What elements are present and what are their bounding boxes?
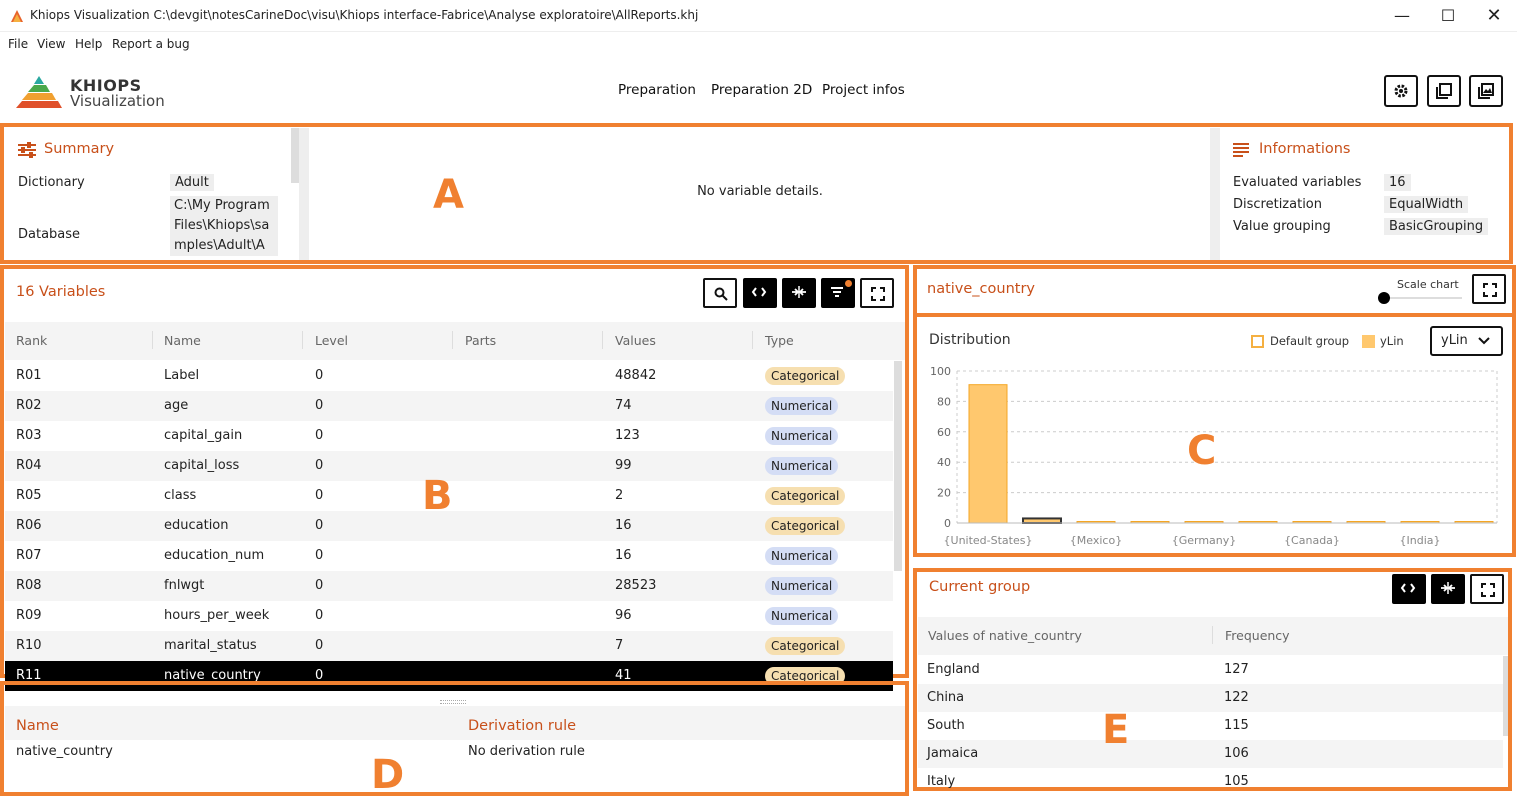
cell-name: native_country <box>164 668 261 683</box>
cell-values: 48842 <box>615 368 657 383</box>
cell-level: 0 <box>315 578 324 593</box>
window-title: Khiops Visualization C:\devgit\notesCarineDoc\visu\Khiops interface-Fabrice\Analyse exploratoire\AllReports.khj <box>30 8 699 22</box>
col-divider <box>602 331 603 349</box>
cell-level: 0 <box>315 428 324 443</box>
legend-ylin-swatch <box>1362 335 1375 348</box>
cell-values: 28523 <box>615 578 657 593</box>
splitter-right[interactable] <box>1210 128 1220 260</box>
col-group-values[interactable]: Values of native_country <box>928 628 1082 643</box>
cell-rank: R02 <box>16 398 42 413</box>
derivation-name-header: Name <box>16 718 59 734</box>
table-row[interactable] <box>918 684 1503 712</box>
derivation-rule-header: Derivation rule <box>468 718 577 734</box>
y-tick-label: 100 <box>930 365 951 378</box>
database-value: C:\My Program Files\Khiops\sa mples\Adult\A <box>170 196 278 256</box>
annotation-a: A <box>433 172 464 218</box>
bar <box>969 385 1007 523</box>
col-divider <box>752 331 753 349</box>
cell-rank: R11 <box>16 668 42 683</box>
type-badge: Categorical <box>765 637 845 655</box>
no-details-text: No variable details. <box>697 184 823 199</box>
table-row[interactable] <box>5 631 893 661</box>
bar <box>1023 518 1061 523</box>
close-icon[interactable]: ✕ <box>1486 5 1502 26</box>
type-badge: Numerical <box>765 457 838 475</box>
col-level[interactable]: Level <box>315 333 348 348</box>
cell-value: Italy <box>927 774 956 789</box>
cell-rank: R09 <box>16 608 42 623</box>
fullscreen-icon <box>1483 283 1497 297</box>
info-label-evaluated: Evaluated variables <box>1233 175 1362 190</box>
x-tick-label: {Germany} <box>1171 534 1237 547</box>
derivation-header <box>5 706 905 740</box>
collapse-columns-button[interactable] <box>782 278 816 308</box>
col-type[interactable]: Type <box>765 333 794 348</box>
dictionary-label: Dictionary <box>18 175 85 190</box>
nav-preparation-2d[interactable]: Preparation 2D <box>711 82 813 98</box>
fullscreen-icon <box>871 287 885 301</box>
info-value-evaluated: 16 <box>1384 174 1411 191</box>
menu-report-bug[interactable]: Report a bug <box>112 37 190 51</box>
annotation-e: E <box>1102 707 1130 753</box>
col-rank[interactable]: Rank <box>16 333 48 348</box>
cell-values: 2 <box>615 488 624 503</box>
fullscreen-button-chart[interactable] <box>1472 274 1506 304</box>
cell-name: capital_gain <box>164 428 243 443</box>
menu-help[interactable]: Help <box>75 37 103 51</box>
cell-name: education <box>164 518 229 533</box>
type-badge: Numerical <box>765 427 838 445</box>
cell-level: 0 <box>315 368 324 383</box>
copy-button[interactable] <box>1427 75 1461 107</box>
image-icon <box>1478 83 1494 99</box>
menu-file[interactable]: File <box>8 37 29 51</box>
scale-slider-thumb[interactable] <box>1378 292 1390 304</box>
cell-level: 0 <box>315 518 324 533</box>
table-row[interactable] <box>5 541 893 571</box>
cell-values: 99 <box>615 458 632 473</box>
table-row[interactable] <box>918 740 1503 768</box>
summary-scrollbar[interactable] <box>291 128 299 183</box>
cell-values: 16 <box>615 548 632 563</box>
cell-values: 96 <box>615 608 632 623</box>
info-value-grouping: BasicGrouping <box>1384 218 1488 235</box>
copy-icon <box>1436 83 1452 99</box>
code-arrows-icon <box>1401 581 1415 595</box>
summary-title: Summary <box>44 141 115 157</box>
type-badge: Categorical <box>765 487 845 505</box>
group-scrollbar[interactable] <box>1503 656 1508 736</box>
info-value-discretization: EqualWidth <box>1384 196 1468 213</box>
cell-frequency: 127 <box>1224 662 1249 677</box>
table-row[interactable] <box>5 601 893 631</box>
expand-columns-button[interactable] <box>743 278 777 308</box>
table-row[interactable] <box>5 421 893 451</box>
cell-values: 41 <box>615 668 632 683</box>
cell-name: education_num <box>164 548 265 563</box>
annotation-b: B <box>422 473 453 519</box>
cell-rank: R05 <box>16 488 42 503</box>
type-badge: Numerical <box>765 607 838 625</box>
info-label-grouping: Value grouping <box>1233 219 1331 234</box>
type-badge: Categorical <box>765 667 845 685</box>
menu-view[interactable]: View <box>37 37 66 51</box>
fullscreen-button-variables[interactable] <box>860 278 894 308</box>
derivation-rule-value: No derivation rule <box>468 744 585 759</box>
cell-values: 74 <box>615 398 632 413</box>
cell-frequency: 105 <box>1224 774 1249 789</box>
cell-name: hours_per_week <box>164 608 270 623</box>
col-name[interactable]: Name <box>164 333 201 348</box>
cell-rank: R07 <box>16 548 42 563</box>
compress-icon <box>791 285 807 299</box>
cell-values: 16 <box>615 518 632 533</box>
cell-name: age <box>164 398 189 413</box>
search-button[interactable] <box>703 278 737 308</box>
filter-button[interactable] <box>821 278 855 308</box>
x-tick-label: {Mexico} <box>1069 534 1123 547</box>
maximize-icon[interactable]: ☐ <box>1440 6 1456 25</box>
legend-default-swatch <box>1251 335 1264 348</box>
type-badge: Numerical <box>765 547 838 565</box>
scale-type-value: yLin <box>1441 333 1468 348</box>
app-icon <box>10 9 24 23</box>
cell-name: fnlwgt <box>164 578 205 593</box>
y-tick-label: 40 <box>937 456 951 470</box>
col-parts[interactable]: Parts <box>465 333 497 348</box>
cell-level: 0 <box>315 398 324 413</box>
informations-title: Informations <box>1259 141 1351 157</box>
fullscreen-button-group[interactable] <box>1470 574 1504 604</box>
search-icon <box>714 287 728 301</box>
col-divider <box>452 331 453 349</box>
window-titlebar <box>0 0 1517 32</box>
logo-subtitle: Visualization <box>70 92 165 110</box>
table-row[interactable] <box>5 361 893 391</box>
col-group-frequency[interactable]: Frequency <box>1225 628 1290 643</box>
cell-value: England <box>927 662 980 677</box>
x-tick-label: {Canada} <box>1284 534 1340 547</box>
variables-scrollbar[interactable] <box>894 361 902 571</box>
database-label: Database <box>18 227 81 242</box>
cell-frequency: 122 <box>1224 690 1249 705</box>
cell-values: 123 <box>615 428 640 443</box>
code-arrows-icon <box>752 285 766 299</box>
scale-slider-track[interactable] <box>1384 297 1462 299</box>
table-row[interactable] <box>5 571 893 601</box>
nav-preparation[interactable]: Preparation <box>618 82 696 98</box>
cell-value: China <box>927 690 965 705</box>
cell-name: Label <box>164 368 200 383</box>
info-label-discretization: Discretization <box>1233 197 1323 212</box>
legend-default-label[interactable]: Default group <box>1270 334 1350 348</box>
table-row[interactable] <box>5 391 893 421</box>
type-badge: Numerical <box>765 577 838 595</box>
nav-project-infos[interactable]: Project infos <box>822 82 905 98</box>
gear-icon <box>1393 83 1409 99</box>
splitter-handle[interactable] <box>440 700 466 704</box>
cell-rank: R03 <box>16 428 42 443</box>
filter-icon <box>830 285 844 299</box>
cell-rank: R01 <box>16 368 42 383</box>
type-badge: Categorical <box>765 517 845 535</box>
chevron-down-icon <box>1478 336 1490 346</box>
y-tick-label: 0 <box>944 517 951 530</box>
type-badge: Categorical <box>765 367 845 385</box>
logo-title: KHIOPS <box>70 76 142 95</box>
group-table-body <box>918 656 1503 789</box>
compress-icon <box>1440 581 1456 595</box>
derivation-name-value: native_country <box>16 744 113 759</box>
cell-level: 0 <box>315 608 324 623</box>
cell-level: 0 <box>315 458 324 473</box>
col-divider <box>1212 626 1213 644</box>
cell-name: capital_loss <box>164 458 240 473</box>
settings-button[interactable] <box>1384 75 1418 107</box>
collapse-columns-button-group[interactable] <box>1431 574 1465 604</box>
legend-ylin-label[interactable]: yLin <box>1380 334 1404 348</box>
menu-bar <box>0 32 1517 56</box>
cell-level: 0 <box>315 668 324 683</box>
khiops-logo-icon <box>14 74 64 110</box>
cell-rank: R08 <box>16 578 42 593</box>
tune-icon <box>18 142 36 158</box>
fullscreen-icon <box>1481 583 1495 597</box>
chart-title: Distribution <box>929 332 1011 348</box>
minimize-icon[interactable]: — <box>1394 6 1410 25</box>
type-badge: Numerical <box>765 397 838 415</box>
cell-level: 0 <box>315 548 324 563</box>
annotation-c: C <box>1187 428 1217 474</box>
cell-name: marital_status <box>164 638 257 653</box>
cell-value: Jamaica <box>927 746 979 761</box>
annotation-d: D <box>371 752 405 798</box>
col-values[interactable]: Values <box>615 333 656 348</box>
cell-name: class <box>164 488 197 503</box>
col-divider <box>302 331 303 349</box>
cell-level: 0 <box>315 488 324 503</box>
cell-rank: R06 <box>16 518 42 533</box>
dictionary-value: Adult <box>170 174 214 191</box>
y-tick-label: 80 <box>937 395 951 409</box>
cell-rank: R10 <box>16 638 42 653</box>
y-tick-label: 60 <box>937 425 951 439</box>
cell-level: 0 <box>315 638 324 653</box>
col-divider <box>152 331 153 349</box>
y-tick-label: 20 <box>937 486 951 500</box>
scale-type-select[interactable] <box>1430 326 1503 356</box>
cell-values: 7 <box>615 638 624 653</box>
splitter-left[interactable] <box>299 128 309 260</box>
expand-columns-button-group[interactable] <box>1392 574 1426 604</box>
scale-chart-label: Scale chart <box>1397 278 1459 291</box>
cell-frequency: 106 <box>1224 746 1249 761</box>
cell-value: South <box>927 718 965 733</box>
x-tick-label: {United-States} <box>943 534 1033 547</box>
table-row[interactable] <box>918 712 1503 740</box>
current-group-title: Current group <box>929 579 1031 595</box>
screenshot-button[interactable] <box>1469 75 1503 107</box>
list-icon <box>1233 143 1249 157</box>
cell-rank: R04 <box>16 458 42 473</box>
table-row[interactable] <box>918 656 1503 684</box>
variables-title: 16 Variables <box>16 284 106 300</box>
cell-frequency: 115 <box>1224 718 1249 733</box>
chart-variable-title: native_country <box>927 281 1035 297</box>
table-row[interactable] <box>918 768 1503 796</box>
filter-active-dot <box>845 280 852 287</box>
x-tick-label: {India} <box>1399 534 1441 547</box>
